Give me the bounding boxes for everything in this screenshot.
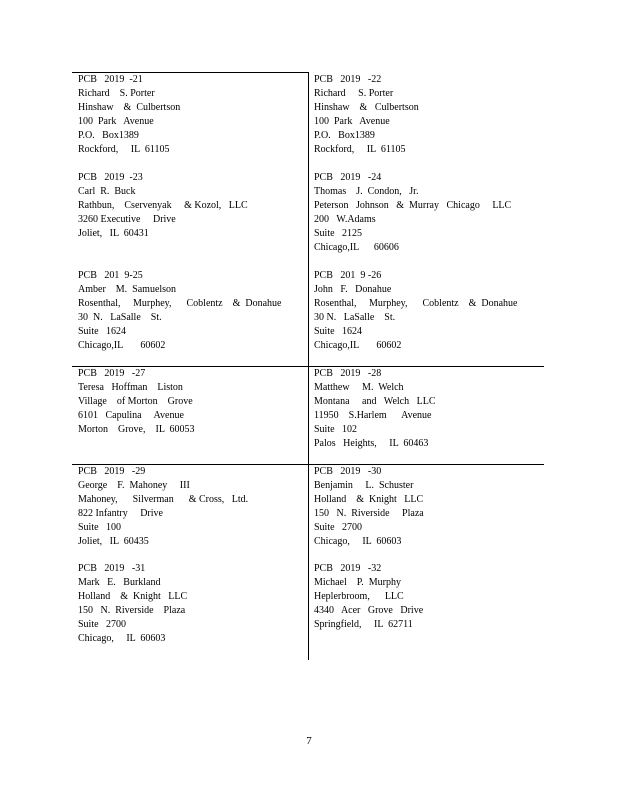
service-entry [78,73,303,157]
entry-line: 822 Infantry Drive [78,508,163,519]
entry-line: Joliet, IL 60435 [78,536,149,547]
entry-line: 150 N. Riverside Plaza [78,605,186,616]
service-entry [314,269,539,353]
entry-line: Rockford, IL 61105 [78,144,170,155]
entry-line: P.O. Box1389 [78,130,139,141]
entry-line: Holland & Knight LLC [314,494,424,505]
entry-line: Joliet, IL 60431 [78,228,149,239]
entry-line: 11950 S.Harlem Avenue [314,410,432,421]
service-entry [314,562,539,632]
entry-line: 200 W.Adams [314,214,376,225]
entry-line: Richard S. Porter [78,88,155,99]
service-entry [314,465,539,549]
entry-line: Suite 1624 [78,326,127,337]
service-entry [78,367,303,437]
entry-line: 4340 Acer Grove Drive [314,605,424,616]
service-entry [78,269,303,353]
entry-line: PCB 2019 -31 [78,563,146,574]
entry-line: Mark E. Burkland [78,577,161,588]
entry-line: PCB 2019 -28 [314,368,382,379]
entry-line: Chicago, IL 60603 [314,536,402,547]
entry-line: Rosenthal, Murphey, Coblentz & Donahue [78,298,282,309]
entry-line: Suite 2700 [314,522,363,533]
service-entry [314,73,539,157]
entry-line: 150 N. Riverside Plaza [314,508,424,519]
entry-line: PCB 2019 -32 [314,563,382,574]
entry-line: PCB 2019 -22 [314,74,382,85]
entry-line: 100 Park Avenue [314,116,390,127]
entry-line: Morton Grove, IL 60053 [78,424,195,435]
entry-line: PCB 201 9-25 [78,270,143,281]
entry-line: Richard S. Porter [314,88,394,99]
entry-line: Rathbun, Cservenyak & Kozol, LLC [78,200,248,211]
entry-line: PCB 2019 -30 [314,466,382,477]
entry-line: PCB 2019 -24 [314,172,382,183]
entry-line: P.O. Box1389 [314,130,375,141]
page-number: 7 [306,735,312,747]
entry-line: Suite 1624 [314,326,363,337]
entry-line: Suite 100 [78,522,122,533]
entry-line: George F. Mahoney III [78,480,190,491]
service-entry [314,367,539,451]
entry-line: 3260 Executive Drive [78,214,176,225]
entry-line: Amber M. Samuelson [78,284,177,295]
entry-line: John F. Donahue [314,284,392,295]
entry-line: 6101 Capulina Avenue [78,410,184,421]
entry-line: Village of Morton Grove [78,396,193,407]
entry-line: PCB 2019 -27 [78,368,146,379]
entry-line: Rosenthal, Murphey, Coblentz & Donahue [314,298,518,309]
entry-line: PCB 201 9 -26 [314,270,382,281]
entry-line: Hinshaw & Culbertson [78,102,181,113]
entry-line: Suite 2700 [78,619,127,630]
entry-line: Rockford, IL 61105 [314,144,406,155]
entry-line: Heplerbroom, LLC [314,591,404,602]
entry-line: Peterson Johnson & Murray Chicago LLC [314,200,512,211]
entry-line: 30 N. LaSalle St. [78,312,162,323]
entry-line: PCB 2019 -29 [78,466,146,477]
entry-line: Matthew M. Welch [314,382,404,393]
entry-line: Palos Heights, IL 60463 [314,438,429,449]
entry-line: 30 N. LaSalle St. [314,312,396,323]
entry-line: 100 Park Avenue [78,116,154,127]
entry-line: Mahoney, Silverman & Cross, Ltd. [78,494,249,505]
entry-line: Chicago,IL 60606 [314,242,399,253]
entry-line: Hinshaw & Culbertson [314,102,419,113]
entry-line: Benjamin L. Schuster [314,480,414,491]
service-entry [78,465,303,549]
entry-line: Chicago,IL 60602 [314,340,402,351]
entry-line: Michael P. Murphy [314,577,401,588]
entry-line: Holland & Knight LLC [78,591,188,602]
entry-line: PCB 2019 -21 [78,74,143,85]
entry-line: Thomas J. Condon, Jr. [314,186,419,197]
entry-line: Suite 102 [314,424,358,435]
entry-line: PCB 2019 -23 [78,172,143,183]
entry-line: Chicago, IL 60603 [78,633,166,644]
entry-line: Montana and Welch LLC [314,396,436,407]
entry-line: Chicago,IL 60602 [78,340,166,351]
service-entry [78,171,303,241]
service-entry [314,171,539,255]
entry-line: Springfield, IL 62711 [314,619,413,630]
service-entry [78,562,303,646]
entry-line: Carl R. Buck [78,186,136,197]
entry-line: Teresa Hoffman Liston [78,382,183,393]
entry-line: Suite 2125 [314,228,363,239]
